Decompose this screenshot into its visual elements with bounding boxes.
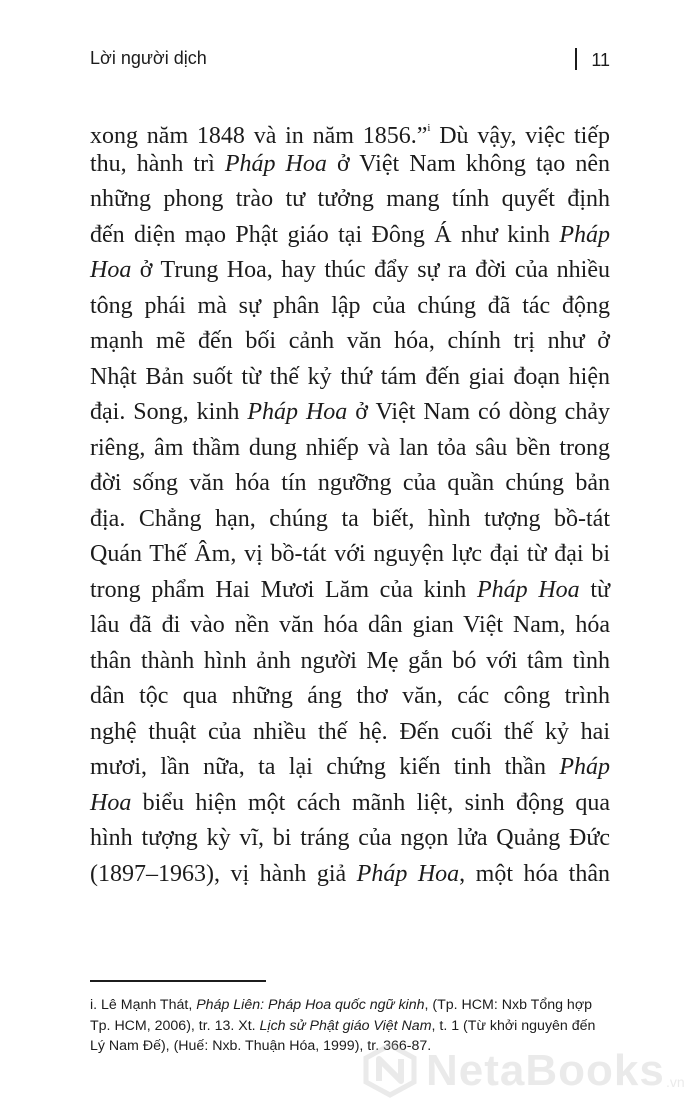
text-run: mươi, lần nữa, ta lại chứng kiến tinh thần: [90, 754, 560, 780]
footnote-separator: [90, 980, 266, 982]
text-line: [90, 786, 610, 822]
footnote-marker[interactable]: i: [427, 122, 431, 134]
text-line: hình tượng kỳ vĩ, bi tráng của ngọn lửa Quảng Đức: [90, 825, 610, 851]
italic-term: Hoa: [90, 789, 132, 816]
text-run: ở Việt Nam có dòng chảy: [347, 399, 610, 425]
text-line: thân thành hình ảnh người Mẹ gắn bó với tâm tình: [90, 647, 610, 674]
text-line: những phong trào tư tưởng mang tính quyết định: [90, 186, 610, 212]
italic-term: Pháp: [559, 754, 610, 780]
running-header: [90, 48, 610, 76]
watermark: [362, 1036, 692, 1106]
watermark-brand: NetaBooks: [426, 1046, 665, 1095]
header-divider: [575, 48, 577, 70]
text-line: [90, 253, 610, 289]
italic-term: Pháp: [559, 221, 610, 248]
italic-term: Pháp Hoa: [476, 576, 580, 603]
text-line: Quán Thế Âm, vị bồ-tát với nguyện lực đại từ đại bi: [90, 541, 610, 567]
text-line: đời sống văn hóa tín ngưỡng của quần chúng bản: [90, 470, 610, 496]
text-run: thu, hành trì: [90, 150, 225, 177]
text-run: , một hóa thân: [459, 860, 610, 887]
text-run: (1897–1963), vị hành giả: [90, 860, 357, 887]
text-line: dân tộc qua những áng thơ văn, các công trình: [90, 683, 610, 709]
footnote-line: [90, 1016, 618, 1037]
text-line: mạnh mẽ đến bối cảnh văn hóa, chính trị như ở: [90, 328, 610, 354]
text-line: [90, 147, 610, 183]
text-line: [90, 111, 610, 147]
text-line: địa. Chẳng hạn, chúng ta biết, hình tượng bồ-tát: [90, 505, 610, 532]
text-run: biểu hiện một cách mãnh liệt, sinh động qua: [131, 789, 610, 816]
footnote-line: [90, 995, 618, 1016]
italic-term: Pháp Hoa: [356, 860, 460, 887]
footnote-line: Lý Nam Đế), (Huế: Nxb. Thuận Hóa, 1999), tr. 366-87.: [90, 1038, 432, 1054]
italic-title: Pháp Liên: Pháp Hoa quốc ngữ kinh: [196, 997, 425, 1013]
text-line: nghệ thuật của nhiều thế hệ. Đến cuối thế kỷ hai: [90, 718, 610, 745]
text-line: [90, 750, 610, 786]
text-run: xong năm 1848 và in năm 1856.”: [90, 123, 428, 149]
text-run: từ: [579, 576, 611, 603]
watermark-suffix: .vn: [666, 1074, 685, 1090]
italic-term: Hoa: [90, 257, 132, 283]
text-line: [90, 857, 610, 893]
text-line: [90, 218, 610, 254]
text-line: tông phái mà sự phân lập của chúng đã tác động: [90, 292, 610, 319]
text-run: đại. Song, kinh: [90, 399, 248, 425]
text-line: riêng, âm thầm dung nhiếp và lan tỏa sâu bền trong: [90, 434, 610, 461]
italic-title: Lịch sử Phật giáo Việt Nam: [259, 1017, 432, 1034]
page-number-value: 11: [591, 50, 610, 70]
text-run: ở Trung Hoa, hay thúc đẩy sự ra đời của nhiều: [131, 257, 610, 283]
text-line: [90, 395, 610, 431]
text-line: lâu đã đi vào nền văn hóa dân gian Việt Nam, hóa: [90, 612, 610, 638]
text-run: ở Việt Nam không tạo nên: [326, 150, 610, 177]
italic-term: Pháp Hoa: [247, 399, 348, 425]
italic-term: Pháp Hoa: [224, 150, 327, 177]
text-line: [90, 573, 610, 609]
chapter-title: Lời người dịch: [90, 48, 207, 68]
text-run: đến diện mạo Phật giáo tại Đông Á như kinh: [90, 221, 560, 248]
text-run: Dù vậy, việc tiếp: [430, 123, 610, 149]
text-run: i. Lê Mạnh Thát,: [90, 997, 197, 1013]
text-run: , (Tp. HCM: Nxb Tổng hợp: [424, 997, 593, 1013]
page-number: [575, 48, 610, 71]
main-text: [90, 111, 610, 892]
text-run: Tp. HCM, 2006), tr. 13. Xt.: [90, 1017, 260, 1034]
text-run: trong phẩm Hai Mươi Lăm của kinh: [90, 576, 477, 603]
text-line: Nhật Bản suốt từ thế kỷ thứ tám đến giai đoạn hiện: [90, 363, 610, 390]
netabooks-logo-icon: [362, 1042, 418, 1098]
text-run: , t. 1 (Từ khởi nguyên đến: [431, 1017, 596, 1034]
